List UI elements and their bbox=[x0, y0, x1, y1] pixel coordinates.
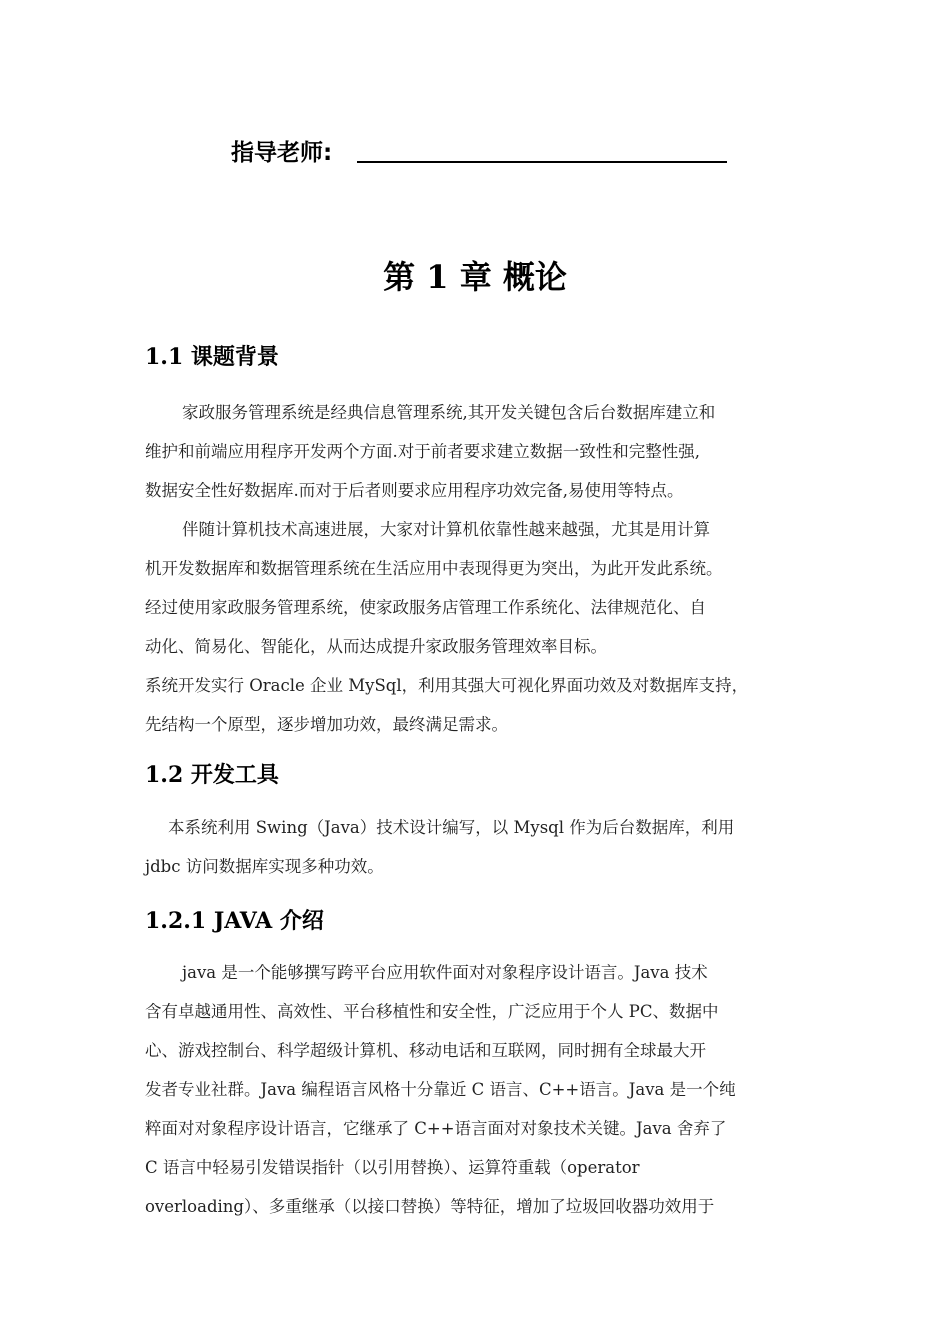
section-body-1-2-1 bbox=[145, 953, 809, 1226]
paragraph-line: 先结构一个原型，逐步增加功效，最终满足需求。 bbox=[145, 715, 508, 734]
section-body-1-2 bbox=[145, 808, 809, 886]
section-heading-1-2-1: 1.2.1 JAVA 介绍 bbox=[145, 908, 324, 934]
paragraph-line: 含有卓越通用性、高效性、平台移植性和安全性，广泛应用于个人 PC、数据中 bbox=[145, 1002, 719, 1021]
section-heading-1-2: 1.2 开发工具 bbox=[145, 762, 279, 788]
paragraph-line: overloading）、多重继承（以接口替换）等特征，增加了垃圾回收器功效用于 bbox=[145, 1197, 715, 1216]
section-heading-1-1: 1.1 课题背景 bbox=[145, 344, 279, 370]
paragraph-line: 伴随计算机技术高速进展，大家对计算机依靠性越来越强，尤其是用计算 bbox=[182, 520, 710, 539]
paragraph-line: java 是一个能够撰写跨平台应用软件面对对象程序设计语言。Java 技术 bbox=[182, 963, 708, 982]
paragraph-line: 动化、简易化、智能化，从而达成提升家政服务管理效率目标。 bbox=[145, 637, 607, 656]
paragraph-line: 系统开发实行 Oracle 企业 MySql，利用其强大可视化界面功效及对数据库支持， bbox=[145, 676, 749, 695]
chapter-title: 第 1 章 概论 bbox=[383, 258, 567, 296]
paragraph-line: 经过使用家政服务管理系统，使家政服务店管理工作系统化、法律规范化、自 bbox=[145, 598, 706, 617]
paragraph-line: 心、游戏控制台、科学超级计算机、移动电话和互联网，同时拥有全球最大开 bbox=[145, 1041, 706, 1060]
advisor-label: 指导老师: bbox=[231, 140, 333, 166]
paragraph-line: 机开发数据库和数据管理系统在生活应用中表现得更为突出，为此开发此系统。 bbox=[145, 559, 723, 578]
paragraph-line: C 语言中轻易引发错误指针（以引用替换）、运算符重载（operator bbox=[145, 1158, 640, 1177]
paragraph-line: 家政服务管理系统是经典信息管理系统,其开发关键包含后台数据库建立和 bbox=[182, 403, 716, 422]
paragraph-line: 粹面对对象程序设计语言，它继承了 C++语言面对对象技术关键。Java 舍弃了 bbox=[145, 1119, 727, 1138]
paragraph-line: 本系统利用 Swing（Java）技术设计编写，以 Mysql 作为后台数据库，利用 bbox=[168, 818, 735, 837]
paragraph-line: jdbc 访问数据库实现多种功效。 bbox=[145, 857, 384, 876]
section-body-1-1 bbox=[145, 393, 809, 744]
paragraph-line: 数据安全性好数据库.而对于后者则要求应用程序功效完备,易使用等特点。 bbox=[145, 481, 684, 500]
paragraph-line: 发者专业社群。Java 编程语言风格十分靠近 C 语言、C++语言。Java 是一个纯 bbox=[145, 1080, 736, 1099]
paragraph-line: 维护和前端应用程序开发两个方面.对于前者要求建立数据一致性和完整性强, bbox=[145, 442, 700, 461]
advisor-signature-line bbox=[357, 161, 727, 163]
